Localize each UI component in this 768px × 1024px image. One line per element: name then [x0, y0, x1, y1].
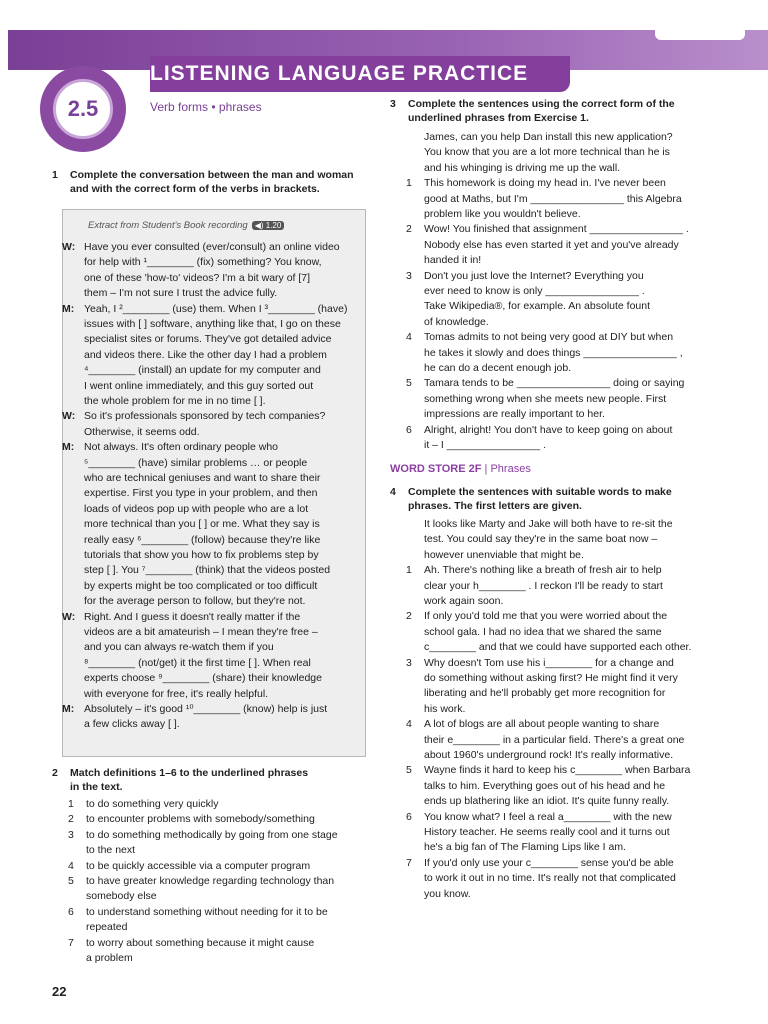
item-text: If you'd only use your c________ sense you'd be able [424, 856, 674, 869]
list-item [406, 299, 650, 314]
conversation-line: Not always. It's often ordinary people who [84, 441, 279, 454]
conversation-line: videos are a bit amateurish – I mean they're free – [84, 626, 318, 638]
list-item [68, 812, 315, 827]
item-text: of knowledge. [424, 315, 489, 328]
list-item [406, 407, 605, 422]
item-text: liberating and he'll probably get more recognition for [424, 687, 666, 700]
item-text: Wayne finds it hard to keep his c________ when Barbara [424, 764, 691, 777]
item-text: he's a big fan of The Flaming Lips like I am. [424, 841, 626, 854]
item-text: A lot of blogs are all about people wanting to share [424, 718, 660, 731]
ex2-definitions [68, 797, 368, 972]
speaker-label: W: [62, 241, 76, 253]
item-text: test. You could say they're in the same boat now – [424, 533, 658, 546]
conversation-line: Yeah, I ²________ (use) them. When I ³________ (have) [84, 302, 348, 315]
conversation-line: So it's professionals sponsored by tech companies? [84, 410, 326, 423]
item-text: to understand something without needing for it to be [86, 905, 328, 918]
item-number: 3 [406, 269, 412, 282]
item-text: Don't you just love the Internet? Everything you [424, 269, 644, 282]
item-number: 5 [68, 875, 74, 887]
conversation [62, 240, 366, 740]
list-item [406, 346, 683, 361]
conversation-line: Have you ever consulted (ever/consult) an online video [84, 241, 340, 253]
ex4-sentences [406, 517, 736, 907]
conversation-line: for help with ¹________ (fix) something? You know, [84, 256, 322, 269]
item-text: Take Wikipedia®, for example. An absolute fount [424, 300, 651, 313]
list-item [406, 871, 676, 886]
ex2-instruction: 2 Match definitions 1–6 to the underlined phrases in the text. [52, 767, 309, 793]
list-item [406, 656, 674, 671]
list-item [406, 315, 489, 330]
item-text: Nobody else has even started it yet and you've already [424, 238, 679, 251]
item-text: good at Maths, but I'm ________________ this Algebra [424, 192, 682, 205]
item-text: ends up blathering like an idiot. It's quite funny really. [424, 795, 670, 808]
list-item [68, 905, 328, 920]
item-number: 5 [406, 764, 412, 777]
item-text: it – I ________________ . [424, 439, 547, 451]
conversation-line: one of these 'how-to' videos? I'm a bit wary of [7] [84, 271, 311, 284]
list-item [406, 238, 679, 253]
item-text: History teacher. He seems really cool and it turns out [424, 826, 670, 838]
item-text: clear your h________ . I reckon I'll be ready to start [424, 579, 663, 592]
item-text: Tamara tends to be ________________ doing or saying [424, 377, 685, 390]
section-number: 2.5 [53, 79, 113, 139]
item-number: 5 [406, 377, 412, 390]
page-number: 22 [52, 984, 67, 999]
conversation-line: and you can always re-watch them if you [84, 641, 274, 654]
conversation-line: the whole problem for me in no time [ ]. [84, 395, 266, 407]
item-number: 2 [406, 223, 412, 236]
conversation-line: Right. And I guess it doesn't really matter if the [84, 610, 301, 623]
item-text: to have greater knowledge regarding technology than [86, 875, 335, 887]
item-number: 7 [406, 856, 412, 869]
ex1-instruction: 1 Complete the conversation between the man and woman and with the correct form of the verbs in brackets. [52, 169, 354, 195]
conversation-line: tutorials that show you how to fix problems step by [84, 549, 319, 561]
list-item [406, 717, 659, 732]
conversation-line: by experts might be too complicated or too difficult [84, 579, 318, 592]
item-text: their e________ in a particular field. There's a great one [424, 733, 685, 746]
item-text: Ah. There's nothing like a breath of fresh air to help [424, 564, 662, 577]
item-text: talks to him. Everything goes out of his head and he [424, 779, 666, 792]
speaker-label: M: [62, 441, 75, 454]
list-item [406, 532, 657, 547]
list-item [406, 176, 666, 191]
list-item [406, 376, 684, 391]
conversation-line: issues with [ ] software, anything like that, I go on these [84, 318, 341, 330]
list-item [406, 763, 690, 778]
list-item [68, 920, 127, 935]
item-text: to be quickly accessible via a computer program [86, 859, 311, 872]
item-number: 3 [68, 828, 74, 841]
item-text: somebody else [86, 890, 157, 903]
conversation-line: I went online immediately, and this guy sorted out [84, 379, 314, 392]
list-item [406, 392, 666, 407]
item-text: You know what? I feel a real a________ with the new [424, 810, 672, 823]
item-text: a problem [86, 952, 133, 964]
conversation-line: loads of videos pop up with people who are a lot [84, 502, 309, 515]
item-text: Wow! You finished that assignment ________________ . [424, 223, 689, 236]
list-item [406, 810, 672, 825]
list-item [406, 145, 670, 160]
item-number: 2 [68, 813, 74, 826]
list-item [406, 579, 663, 594]
item-text: to encounter problems with somebody/something [86, 813, 315, 826]
conversation-line: specialist sites or forums. They've got detailed advice [84, 333, 332, 346]
item-text: This homework is doing my head in. I've never been [424, 177, 666, 190]
list-item [406, 207, 581, 222]
speaker-label: W: [62, 410, 76, 423]
audio-track-icon[interactable]: ◀) 1.20 [252, 221, 285, 230]
item-number: 3 [406, 656, 412, 669]
item-text: to the next [86, 844, 136, 857]
item-text: Why doesn't Tom use his i________ for a change and [424, 656, 674, 669]
list-item [406, 748, 673, 763]
item-text: his work. [424, 702, 466, 715]
item-text: to work it out in no time. It's really not that complicated [424, 872, 676, 885]
list-item [68, 828, 338, 843]
item-text: you know. [424, 887, 471, 900]
conversation-line: Absolutely – it's good ¹⁰________ (know) help is just [84, 703, 328, 715]
list-item [68, 859, 310, 874]
list-item [406, 423, 672, 438]
item-text: do something without asking first? He might find it very [424, 672, 678, 684]
item-text: Alright, alright! You don't have to keep going on about [424, 423, 673, 436]
item-text: repeated [86, 921, 128, 934]
item-number: 2 [406, 610, 412, 623]
list-item [406, 779, 665, 794]
item-text: he takes it slowly and does things ________________ , [424, 346, 683, 359]
speaker-label: M: [62, 703, 75, 715]
item-number: 6 [68, 905, 74, 918]
conversation-line: a few clicks away [ ]. [84, 718, 180, 731]
item-text: impressions are really important to her. [424, 408, 605, 421]
conversation-line: ⁴________ (install) an update for my computer and [84, 364, 321, 377]
speaker-label: W: [62, 610, 76, 623]
item-number: 1 [406, 564, 412, 577]
list-item [406, 887, 471, 902]
item-number: 7 [68, 936, 74, 949]
item-text: work again soon. [424, 595, 504, 607]
list-item [406, 222, 689, 237]
item-text: he can do a decent enough job. [424, 362, 572, 374]
list-item [406, 517, 673, 532]
item-number: 1 [68, 798, 74, 810]
list-item [406, 594, 503, 609]
conversation-line: ⁵________ (have) similar problems … or people [84, 456, 308, 469]
conversation-line: for the average person to follow, but they're not. [84, 595, 306, 608]
top-tab [655, 26, 745, 40]
ex3-instruction: 3 Complete the sentences using the correct form of the underlined phrases from Exercise 1. [390, 98, 675, 124]
list-item [406, 161, 620, 176]
list-item [406, 671, 678, 686]
item-text: James, can you help Dan install this new application? [424, 131, 673, 143]
item-text: and his whinging is driving me up the wall. [424, 161, 621, 174]
item-number: 4 [406, 718, 412, 731]
item-number: 6 [406, 423, 412, 436]
list-item [406, 130, 673, 145]
item-text: to worry about something because it might cause [86, 936, 315, 949]
conversation-line: with everyone for free, it's really helpful. [84, 687, 269, 700]
list-item [406, 548, 584, 563]
list-item [406, 330, 673, 345]
conversation-line: expertise. First you type in your problem, and then [84, 487, 318, 500]
ex3-sentences [406, 130, 736, 460]
item-text: c________ and that we could have supported each other. [424, 641, 692, 654]
conversation-line: and videos there. Like the other day I had a problem [84, 348, 327, 361]
item-number: 6 [406, 810, 412, 823]
list-item [68, 843, 135, 858]
item-text: however unenviable that might be. [424, 548, 584, 561]
extract-caption: Extract from Student's Book recording ◀) 1.20 [88, 220, 284, 231]
list-item [406, 794, 669, 809]
list-item [68, 874, 334, 889]
item-text: problem like you wouldn't believe. [424, 208, 581, 220]
conversation-line: Otherwise, it seems odd. [84, 425, 200, 438]
list-item [406, 269, 644, 284]
list-item [406, 253, 481, 268]
conversation-line: step [ ]. You ⁷________ (think) that the videos posted [84, 564, 331, 577]
conversation-line: who are technical geniuses and want to share their [84, 472, 321, 484]
speaker-label: M: [62, 302, 75, 315]
page-title: LISTENING LANGUAGE PRACTICE [150, 56, 570, 92]
item-text: school gala. I had no idea that we shared the same [424, 625, 662, 638]
item-number: 4 [68, 859, 74, 872]
conversation-line: ⁸________ (not/get) it the first time [ ]. When real [84, 656, 311, 669]
list-item [68, 797, 218, 812]
list-item [406, 686, 665, 701]
list-item [406, 640, 691, 655]
ex4-instruction: 4 Complete the sentences with suitable words to make phrases. The first letters are given. [390, 486, 672, 512]
item-text: to do something methodically by going from one stage [86, 828, 338, 841]
conversation-line: them – I'm not sure I trust the advice fully. [84, 287, 278, 300]
item-text: If only you'd told me that you were worried about the [424, 610, 668, 623]
list-item [406, 733, 684, 748]
section-subtitle: Verb forms • phrases [150, 100, 262, 114]
list-item [406, 361, 571, 376]
item-text: handed it in! [424, 254, 482, 267]
conversation-line: more technical than you [ ] or me. What they say is [84, 518, 320, 531]
list-item [406, 625, 662, 640]
list-item [406, 840, 626, 855]
conversation-line: experts choose ⁹________ (share) their knowledge [84, 672, 322, 685]
list-item [406, 563, 662, 578]
item-text: Tomas admits to not being very good at DIY but when [424, 331, 674, 344]
item-number: 4 [406, 331, 412, 344]
item-text: You know that you are a lot more technical than he is [424, 146, 670, 159]
conversation-line: really easy ⁶________ (follow) because they're like [84, 533, 321, 546]
list-item [406, 825, 670, 840]
list-item [406, 856, 674, 871]
list-item [68, 951, 133, 966]
list-item [406, 702, 465, 717]
list-item [406, 609, 667, 624]
word-store-heading: WORD STORE 2F | Phrases [390, 463, 531, 475]
item-text: about 1960's underground rock! It's really informative. [424, 749, 674, 761]
list-item [68, 936, 314, 951]
item-number: 1 [406, 177, 412, 190]
item-text: to do something very quickly [86, 798, 219, 810]
item-text: It looks like Marty and Jake will both have to re-sit the [424, 518, 673, 530]
list-item [406, 438, 546, 453]
item-text: something wrong when she meets new people. First [424, 392, 667, 405]
list-item [406, 192, 682, 207]
list-item [68, 889, 157, 904]
item-text: ever need to know is only ________________ . [424, 285, 645, 297]
list-item [406, 284, 645, 299]
